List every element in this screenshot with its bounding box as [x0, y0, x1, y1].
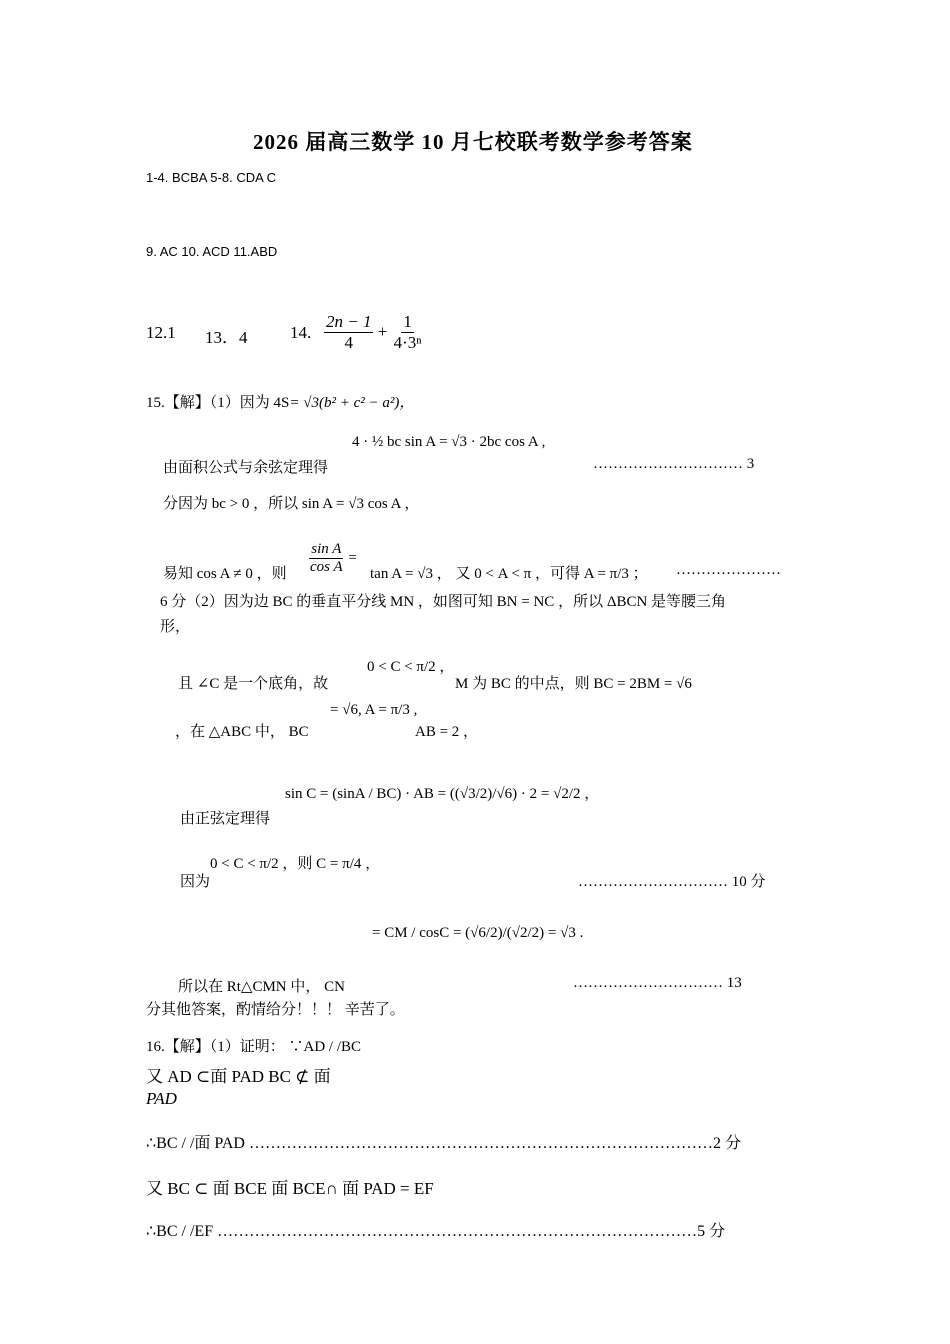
q16-line-3: PAD [146, 1089, 177, 1108]
q15-line-6: 形， [160, 619, 191, 635]
q14-numerator-2: 1 [403, 312, 412, 331]
q15-line-2-equation: 4 · ½ bc sin A = √3 · 2bc cos A , [352, 434, 546, 450]
q15-line-2-text: 由面积公式与余弦定理得 [163, 460, 329, 476]
q15-line-9-equation: sin C = (sinA / BC) · AB = ((√3/2)/√6) · 2 = √2/2 ， [285, 786, 600, 802]
q14-denominator-1: 4 [344, 332, 353, 352]
q15-line-12-score: ………………………… 13 [573, 975, 742, 991]
q16-line-6: ∴BC / /EF ………………………………………………………………………………5 分 [146, 1223, 726, 1240]
q16-line-5: 又 BC ⊂ 面 BCE 面 BCE∩ 面 PAD = EF [146, 1179, 434, 1198]
q15-line-7-b: 0 < C < π/2 ， [367, 659, 455, 675]
q15-line-11-equation: = CM / cosC = (√6/2)/(√2/2) = √3 . [372, 925, 584, 941]
q15-line-4-b: tan A = √3 ， 又 0 < A < π ，可得 A = π/3 ； [370, 566, 648, 582]
q15-line-5: 6 分（2）因为边 BC 的垂直平分线 MN ，如图可知 BN = NC ，所以 ΔBCN 是等腰三角 [160, 594, 727, 610]
q15-line-4-fraction: $\frac{\text{sin A}}{\text{cos A}}$ = [310, 541, 357, 576]
answer-13: 13．4 [205, 328, 248, 347]
answer-14-label: 14. [290, 323, 312, 342]
q15-line-8-b: = √6, A = π/3 , [330, 702, 418, 718]
q16-head: 16.【解】（1）证明： ∵AD / /BC [146, 1039, 362, 1055]
page-title: 2026 届高三数学 10 月七校联考数学参考答案 [253, 130, 693, 154]
q15-line-3: 分因为 bc > 0 ，所以 sin A = √3 cos A ， [163, 496, 420, 512]
choice-answers-9-11: 9. AC 10. ACD 11.ABD [146, 244, 278, 259]
q14-numerator-1: 2n − 1 [326, 312, 372, 331]
q14-denominator-2: 4·3ⁿ [393, 332, 422, 352]
q15-line-7-c: M 为 BC 的中点，则 BC = 2BM = √6 [455, 676, 692, 692]
q15-line-13: 分其他答案，酌情给分！！！ 辛苦了。 [146, 1002, 405, 1018]
q15-line-4-a: 易知 cos A ≠ 0 ，则 [163, 566, 287, 582]
q15-head: 15.【解】（1）因为 4S= √3(b² + c² − a²)， [146, 395, 415, 411]
q15-line-7-a: 且 ∠C 是一个底角，故 [178, 676, 329, 692]
answer-12: 12.1 [146, 323, 176, 342]
q15-line-8-a: ，在 △ABC 中， BC [175, 724, 309, 740]
q15-line-10-a: 因为 [180, 874, 211, 890]
q15-line-12-a: 所以在 Rt△CMN 中， CN [178, 979, 345, 995]
q15-line-9-text: 由正弦定理得 [180, 811, 271, 827]
q15-line-10-b: 0 < C < π/2 ，则 C = π/4 ， [210, 856, 381, 872]
answer-14-expression: $\frac{2n - 1}{4}$ + $\frac{1}{\text{4·3ⁿ}}$ [326, 312, 422, 352]
choice-answers-1-8: 1-4. BCBA 5-8. CDA C [146, 170, 277, 185]
q15-line-10-score: ………………………… 10 分 [578, 874, 766, 890]
q15-line-2-score: ………………………… 3 [593, 456, 755, 472]
q15-line-4-dots: ………………… [676, 562, 781, 578]
q16-line-2: 又 AD ⊂面 PAD BC ⊄ 面 [146, 1067, 331, 1086]
q15-line-8-c: AB = 2 ， [415, 724, 479, 740]
q16-line-4: ∴BC / /面 PAD ……………………………………………………………………………2 分 [146, 1135, 741, 1152]
